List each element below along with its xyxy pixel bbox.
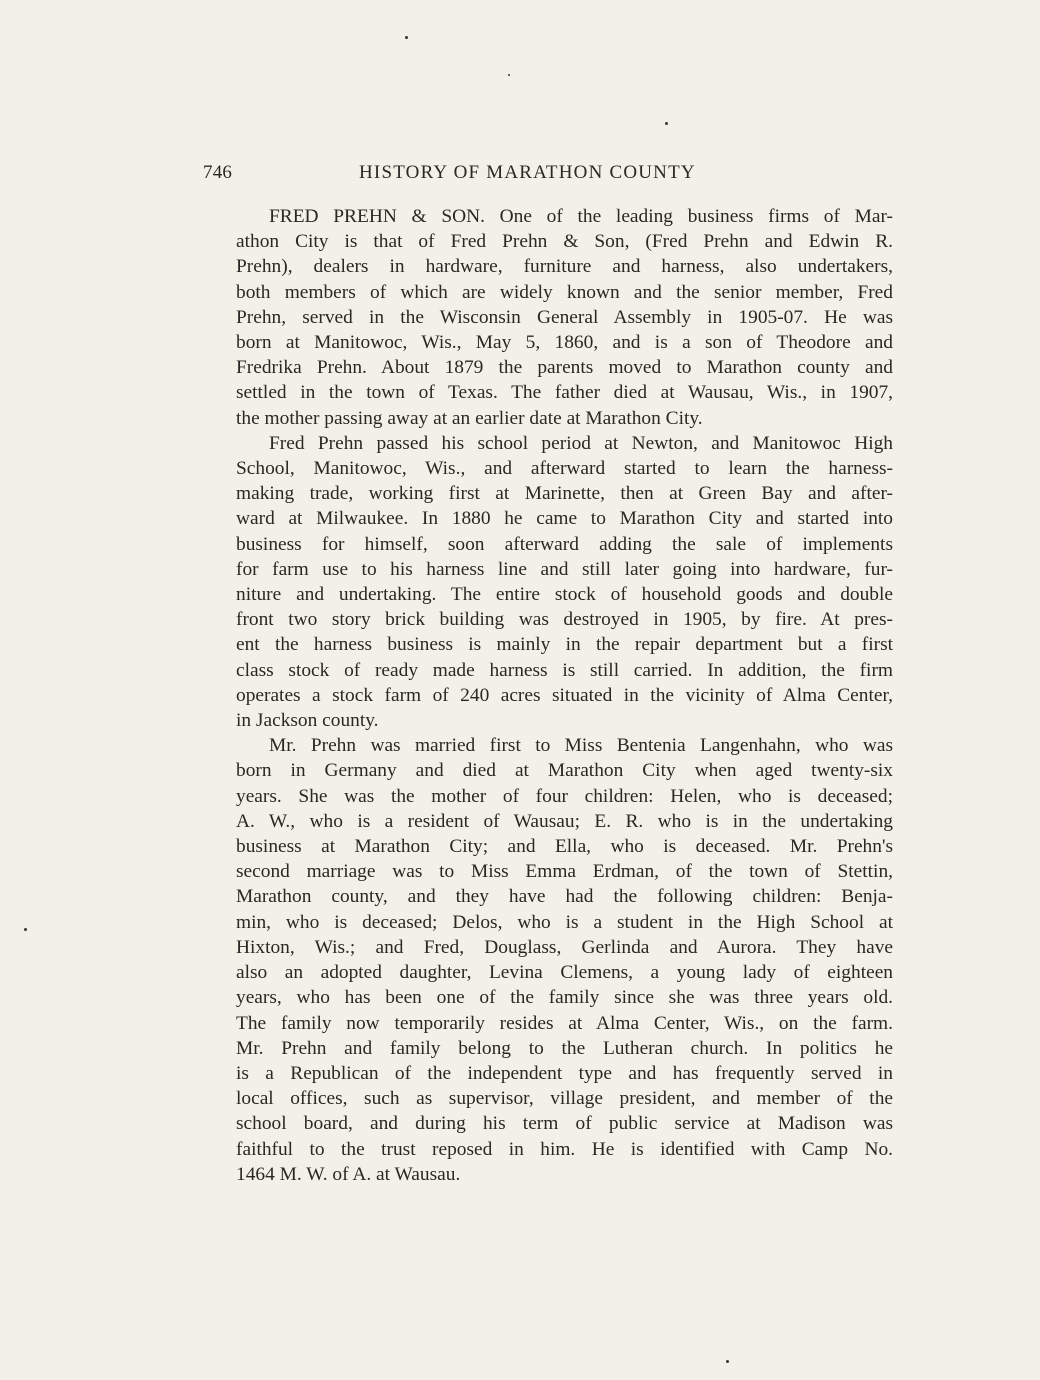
text-line: Marathon county, and they have had the following children: Benja- bbox=[236, 886, 893, 908]
ink-speck bbox=[405, 36, 408, 39]
text-line: is a Republican of the independent type and has frequently served in bbox=[236, 1062, 893, 1084]
text-line: class stock of ready made harness is still carried. In addition, the firm bbox=[236, 659, 893, 681]
page-number: 746 bbox=[203, 162, 233, 183]
text-line: settled in the town of Texas. The father died at Wausau, Wis., in 1907, bbox=[236, 382, 893, 404]
text-line: born in Germany and died at Marathon City when aged twenty-six bbox=[236, 760, 893, 782]
ink-speck bbox=[726, 1360, 729, 1363]
text-line: the mother passing away at an earlier date at Marathon City. bbox=[236, 407, 703, 429]
text-line: making trade, working first at Marinette, then at Green Bay and after- bbox=[236, 483, 893, 505]
paragraph bbox=[203, 204, 893, 431]
text-line: ward at Milwaukee. In 1880 he came to Marathon City and started into bbox=[236, 508, 893, 530]
text-line: Prehn, served in the Wisconsin General Assembly in 1905-07. He was bbox=[236, 306, 893, 328]
article-body bbox=[203, 204, 893, 1187]
text-line: Hixton, Wis.; and Fred, Douglass, Gerlinda and Aurora. They have bbox=[236, 936, 893, 958]
text-line: School, Manitowoc, Wis., and afterward started to learn the harness- bbox=[236, 458, 893, 480]
text-line: operates a stock farm of 240 acres situated in the vicinity of Alma Center, bbox=[236, 684, 893, 706]
ink-speck bbox=[24, 928, 27, 931]
text-line: born at Manitowoc, Wis., May 5, 1860, and is a son of Theodore and bbox=[236, 332, 893, 354]
text-line: Prehn), dealers in hardware, furniture and harness, also undertakers, bbox=[236, 256, 893, 278]
text-line: min, who is deceased; Delos, who is a student in the High School at bbox=[236, 911, 893, 933]
text-line: Fredrika Prehn. About 1879 the parents moved to Marathon county and bbox=[236, 357, 893, 379]
text-line: for farm use to his harness line and still later going into hardware, fur- bbox=[236, 558, 893, 580]
ink-speck bbox=[665, 122, 668, 125]
text-line: ent the harness business is mainly in the repair department but a first bbox=[236, 634, 893, 656]
text-line: business for himself, soon afterward adding the sale of implements bbox=[236, 533, 893, 555]
running-title: HISTORY OF MARATHON COUNTY bbox=[359, 162, 696, 183]
text-line: faithful to the trust reposed in him. He is identified with Camp No. bbox=[236, 1138, 893, 1160]
text-line: front two story brick building was destroyed in 1905, by fire. At pres- bbox=[236, 609, 893, 631]
text-line: business at Marathon City; and Ella, who is deceased. Mr. Prehn's bbox=[236, 836, 893, 858]
text-line: The family now temporarily resides at Alma Center, Wis., on the farm. bbox=[236, 1012, 893, 1034]
text-line: local offices, such as supervisor, village president, and member of the bbox=[236, 1088, 893, 1110]
text-line: Mr. Prehn was married first to Miss Bentenia Langenhahn, who was bbox=[269, 735, 893, 757]
text-line: athon City is that of Fred Prehn & Son, (Fred Prehn and Edwin R. bbox=[236, 231, 893, 253]
running-header bbox=[203, 162, 893, 190]
text-line: Fred Prehn passed his school period at Newton, and Manitowoc High bbox=[269, 432, 893, 454]
text-line: also an adopted daughter, Levina Clemens, a young lady of eighteen bbox=[236, 962, 893, 984]
text-line: Mr. Prehn and family belong to the Lutheran church. In politics he bbox=[236, 1037, 893, 1059]
text-line: A. W., who is a resident of Wausau; E. R. who is in the undertaking bbox=[236, 810, 893, 832]
ink-speck bbox=[508, 74, 510, 76]
text-line: niture and undertaking. The entire stock of household goods and double bbox=[236, 584, 893, 606]
text-line: second marriage was to Miss Emma Erdman, of the town of Stettin, bbox=[236, 861, 893, 883]
text-line: 1464 M. W. of A. at Wausau. bbox=[236, 1163, 461, 1185]
text-line: years, who has been one of the family since she was three years old. bbox=[236, 987, 893, 1009]
text-line: years. She was the mother of four children: Helen, who is deceased; bbox=[236, 785, 893, 807]
text-line: FRED PREHN & SON. One of the leading business firms of Mar- bbox=[269, 206, 893, 227]
text-line: school board, and during his term of public service at Madison was bbox=[236, 1113, 893, 1135]
text-line: both members of which are widely known and the senior member, Fred bbox=[236, 281, 893, 303]
text-line: in Jackson county. bbox=[236, 710, 379, 732]
paragraph bbox=[203, 431, 893, 733]
paragraph bbox=[203, 733, 893, 1187]
